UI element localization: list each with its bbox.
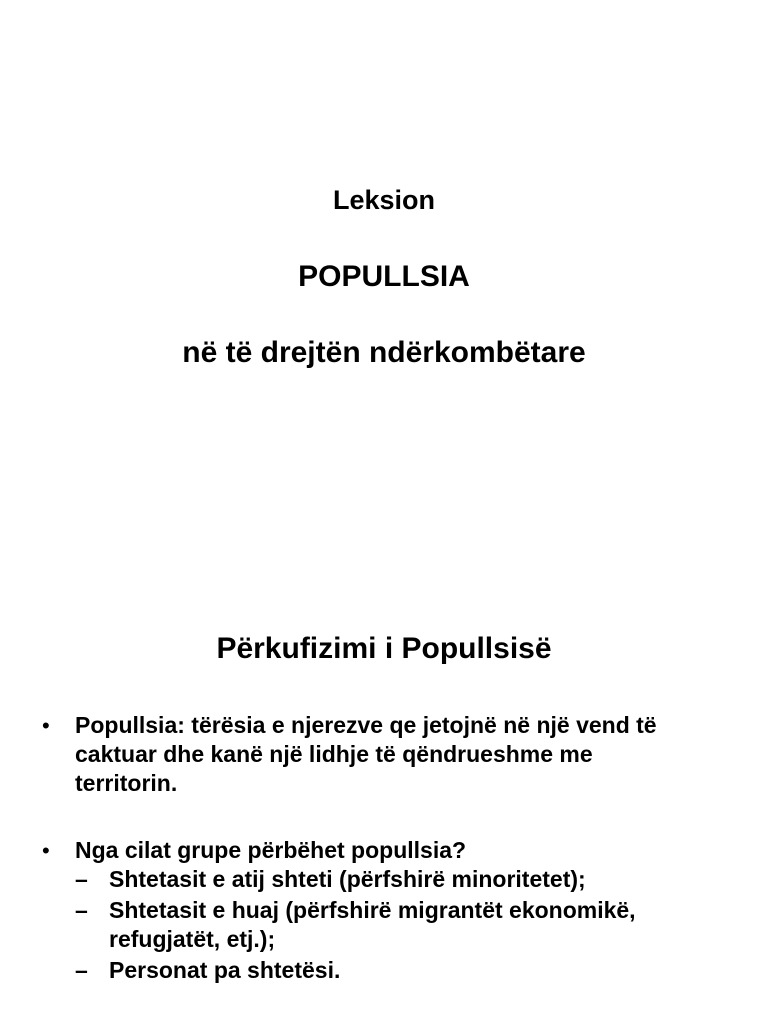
sub-item-line: Shtetasit e huaj (përfshirë migrantët ekonomikë, <box>109 897 636 923</box>
bullet-item-definition <box>42 711 742 798</box>
bullet-line: Nga cilat grupe përbëhet popullsia? <box>75 837 467 863</box>
sub-item-stateless <box>75 956 742 985</box>
bullet-line: territorin. <box>75 770 178 796</box>
sub-item-line: refugjatët, etj.); <box>109 926 276 952</box>
slide-title-text: POPULLSIA <box>298 260 470 293</box>
dash-icon: – <box>75 866 88 892</box>
bullet-item-groups <box>42 836 742 985</box>
dash-icon: – <box>75 957 88 983</box>
definition-heading: Përkufizimi i Popullsisë <box>216 632 552 665</box>
bullet-icon: • <box>42 713 50 738</box>
sub-item-citizens <box>75 865 742 894</box>
lesson-label: Leksion <box>332 185 436 215</box>
bullet-line: Popullsia: tërësia e njerezve qe jetojnë në një vend të <box>75 712 657 738</box>
sub-item-line: Personat pa shtetësi. <box>109 957 341 983</box>
sub-item-line: Shtetasit e atij shteti (përfshirë minoritetet); <box>109 866 586 892</box>
bullet-line: caktuar dhe kanë një lidhje të qëndrueshme me <box>75 741 593 767</box>
slide-definition <box>0 512 768 1024</box>
sub-item-foreigners <box>75 896 742 954</box>
dash-icon: – <box>75 897 88 923</box>
bullet-list <box>42 711 742 985</box>
bullet-icon: • <box>42 838 50 863</box>
slide-subtitle: në të drejtën ndërkombëtare <box>182 336 586 369</box>
